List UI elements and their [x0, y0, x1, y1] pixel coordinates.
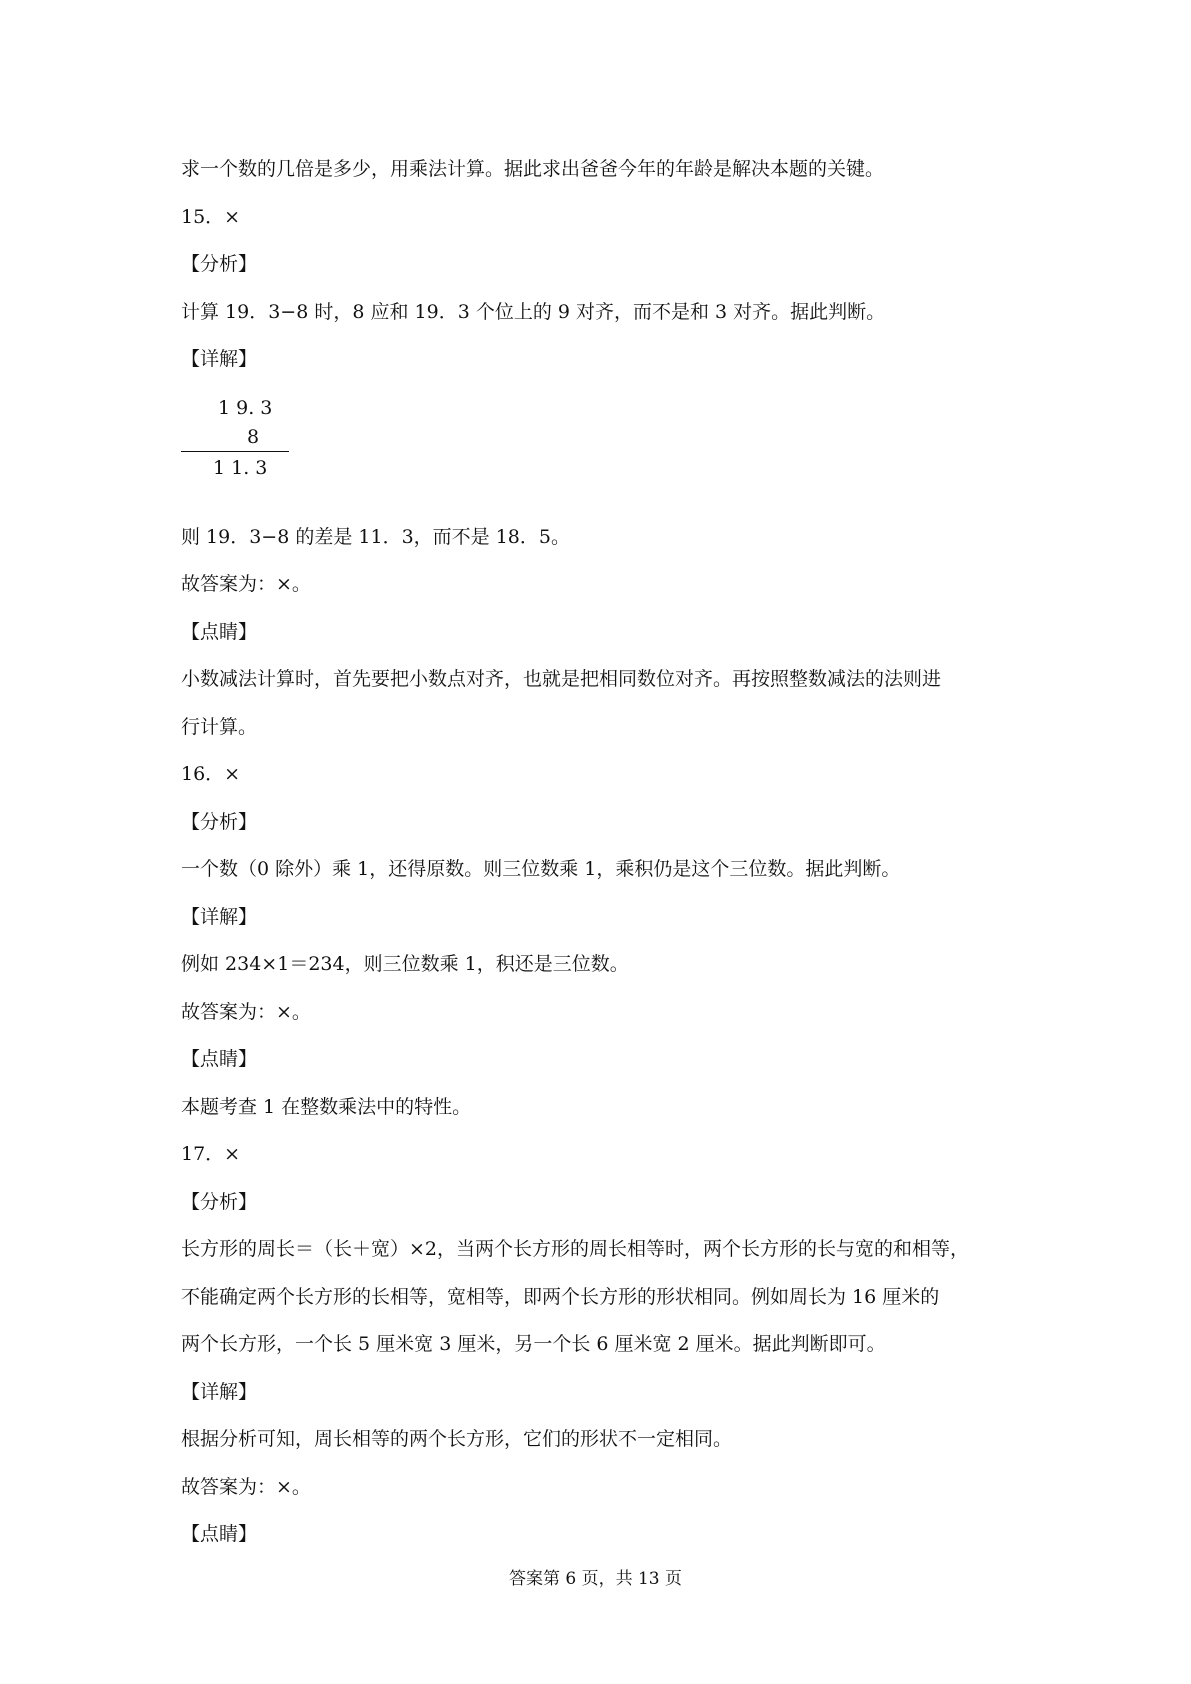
- section-heading: 【详解】: [181, 906, 258, 928]
- question-number: 15．×: [181, 206, 241, 228]
- vertical-subtraction: [181, 393, 291, 489]
- section-heading: 【分析】: [181, 253, 258, 275]
- text-line: 则 19．3−8 的差是 11．3，而不是 18．5。: [181, 526, 570, 548]
- calc-rule: [181, 451, 289, 452]
- text-line: 计算 19．3−8 时，8 应和 19．3 个位上的 9 对齐，而不是和 3 对齐。据此判断。: [181, 301, 886, 323]
- calc-difference: 1 1. 3: [213, 457, 268, 479]
- section-heading: 【分析】: [181, 1191, 258, 1213]
- text-line: 例如 234×1＝234，则三位数乘 1，积还是三位数。: [181, 953, 629, 975]
- calc-subtrahend: 8: [247, 426, 260, 448]
- section-heading: 【点睛】: [181, 1523, 258, 1545]
- text-line: 一个数（0 除外）乘 1，还得原数。则三位数乘 1，乘积仍是这个三位数。据此判断。: [181, 858, 901, 880]
- text-line: 求一个数的几倍是多少，用乘法计算。据此求出爸爸今年的年龄是解决本题的关键。: [181, 158, 885, 180]
- text-line: 长方形的周长＝（长＋宽）×2，当两个长方形的周长相等时，两个长方形的长与宽的和相等，: [181, 1238, 970, 1260]
- text-line: 两个长方形，一个长 5 厘米宽 3 厘米，另一个长 6 厘米宽 2 厘米。据此判断即可。: [181, 1333, 886, 1355]
- question-number: 16．×: [181, 763, 241, 785]
- text-line: 不能确定两个长方形的长相等，宽相等，即两个长方形的形状相同。例如周长为 16 厘米的: [181, 1286, 940, 1308]
- text-line: 本题考查 1 在整数乘法中的特性。: [181, 1096, 472, 1118]
- page-footer: 答案第 6 页，共 13 页: [508, 1569, 683, 1589]
- text-line: 行计算。: [181, 716, 258, 738]
- section-heading: 【点睛】: [181, 1048, 258, 1070]
- section-heading: 【点睛】: [181, 621, 258, 643]
- answer-line: 故答案为：×。: [181, 1476, 311, 1498]
- calc-minuend: 1 9. 3: [218, 397, 273, 419]
- section-heading: 【分析】: [181, 811, 258, 833]
- answer-line: 故答案为：×。: [181, 1001, 311, 1023]
- text-line: 根据分析可知，周长相等的两个长方形，它们的形状不一定相同。: [181, 1428, 733, 1450]
- text-line: 小数减法计算时，首先要把小数点对齐，也就是把相同数位对齐。再按照整数减法的法则进: [181, 668, 942, 690]
- answer-line: 故答案为：×。: [181, 573, 311, 595]
- question-number: 17．×: [181, 1143, 241, 1165]
- section-heading: 【详解】: [181, 348, 258, 370]
- section-heading: 【详解】: [181, 1381, 258, 1403]
